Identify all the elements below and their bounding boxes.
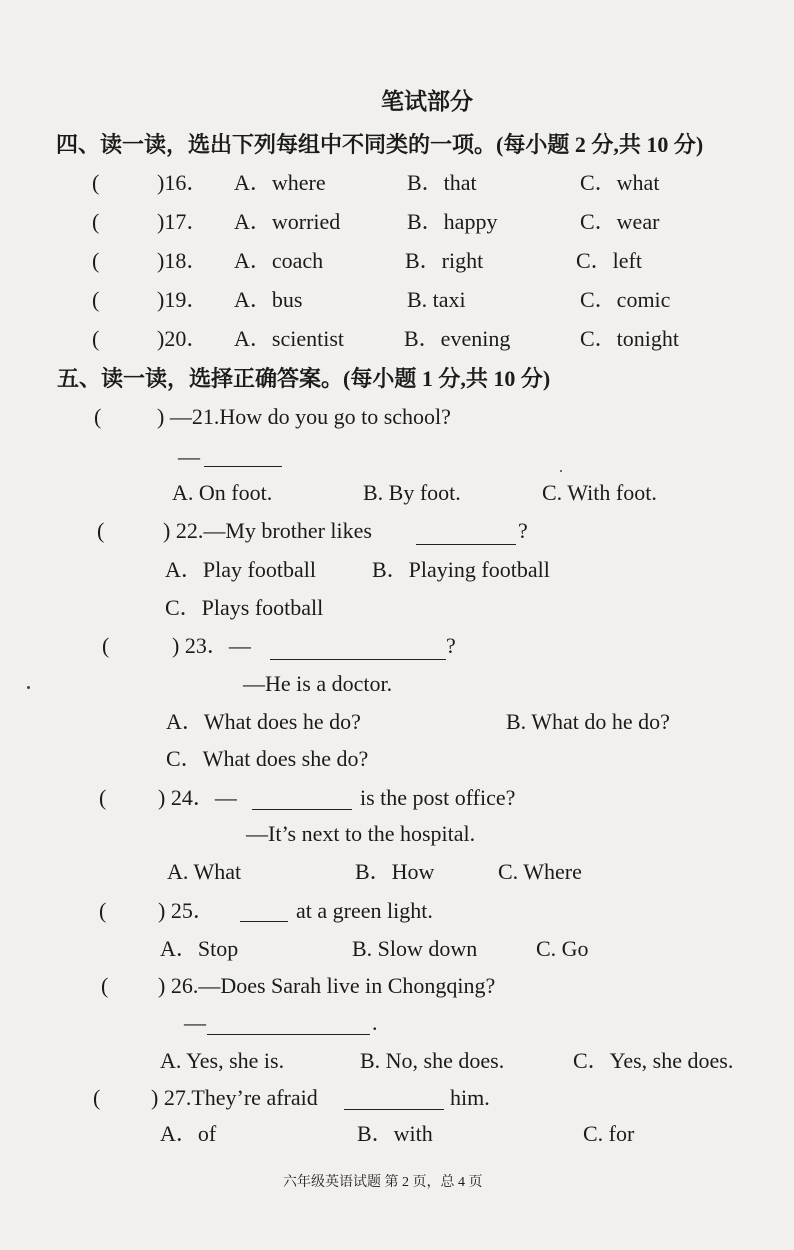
option-c: C. Go — [536, 936, 589, 961]
page-footer: 六年级英语试题 第 2 页，总 4 页 — [283, 1175, 483, 1190]
answer-paren[interactable]: ( — [92, 287, 100, 312]
question-number: )17． — [157, 209, 209, 234]
option-c: C．tonight — [580, 326, 680, 351]
option-c: C. Where — [498, 859, 582, 884]
option-b: B．happy — [407, 209, 498, 234]
answer-blank[interactable] — [252, 808, 352, 810]
option-c: C．Plays football — [165, 595, 324, 620]
option-b: B．that — [407, 170, 477, 195]
option-c: C．comic — [580, 287, 671, 312]
question-text: ) 25． — [158, 898, 215, 923]
option-a: A. Yes, she is. — [160, 1048, 285, 1073]
option-b: B. By foot. — [363, 480, 461, 505]
answer-paren[interactable]: ( — [97, 518, 105, 543]
answer-blank[interactable] — [240, 920, 288, 922]
answer-blank[interactable] — [416, 543, 516, 545]
answer-paren[interactable]: ( — [92, 248, 100, 273]
question-text: ) 22.—My brother likes — [163, 518, 372, 543]
answer-blank[interactable] — [270, 658, 446, 660]
question-text: ) 27.They’re afraid — [151, 1085, 318, 1110]
answer-paren[interactable]: ( — [93, 1085, 101, 1110]
option-a: A．worried — [234, 209, 341, 234]
option-a: A．coach — [234, 248, 324, 273]
answer-paren[interactable]: ( — [92, 209, 100, 234]
option-a: A．Play football — [165, 557, 316, 582]
answer-paren[interactable]: ( — [94, 404, 102, 429]
scan-speck — [560, 470, 562, 472]
option-a: A．of — [160, 1121, 217, 1146]
question-end: him. — [450, 1085, 490, 1110]
question-number: )20． — [157, 326, 209, 351]
option-b: B. Slow down — [352, 936, 478, 961]
answer-paren[interactable]: ( — [99, 785, 107, 810]
option-b: B．evening — [404, 326, 511, 351]
option-a: A．where — [234, 170, 326, 195]
option-c: C．left — [576, 248, 642, 273]
option-a: A．bus — [234, 287, 303, 312]
option-b: B．with — [357, 1121, 433, 1146]
answer-dash: — — [178, 444, 200, 469]
reply-text: —He is a doctor. — [243, 671, 393, 696]
question-number: )19． — [157, 287, 209, 312]
option-b: B. What do he do? — [506, 709, 670, 734]
option-b: B. No, she does. — [360, 1048, 505, 1073]
answer-paren[interactable]: ( — [99, 898, 107, 923]
answer-blank[interactable] — [344, 1108, 444, 1110]
option-a: A. On foot. — [172, 480, 273, 505]
reply-text: —It’s next to the hospital. — [246, 821, 476, 846]
page-title: 笔试部分 — [381, 89, 473, 114]
answer-paren[interactable]: ( — [101, 973, 109, 998]
section-5-heading: 五、读一读，选择正确答案。(每小题 1 分,共 10 分) — [57, 366, 551, 391]
answer-paren[interactable]: ( — [92, 326, 100, 351]
option-b: B．Playing football — [372, 557, 550, 582]
option-c: C．wear — [580, 209, 660, 234]
option-c: C. With foot. — [542, 480, 657, 505]
question-number: )18． — [157, 248, 209, 273]
question-end: ? — [446, 633, 456, 658]
answer-dash: — — [184, 1010, 206, 1035]
option-b: B．right — [405, 248, 484, 273]
question-text: ) 23．— — [172, 633, 251, 658]
question-end: at a green light. — [296, 898, 433, 923]
question-end: is the post office? — [360, 785, 516, 810]
question-text: ) —21.How do you go to school? — [157, 404, 451, 429]
question-end: . — [372, 1010, 378, 1035]
option-b: B. taxi — [407, 287, 466, 312]
option-c: C．What does she do? — [166, 746, 369, 771]
question-text: ) 26.—Does Sarah live in Chongqing? — [158, 973, 496, 998]
option-a: A. What — [167, 859, 242, 884]
option-a: A．What does he do? — [166, 709, 361, 734]
option-c: C．what — [580, 170, 660, 195]
answer-paren[interactable]: ( — [92, 170, 100, 195]
answer-blank[interactable] — [207, 1033, 370, 1035]
question-end: ? — [518, 518, 528, 543]
question-text: ) 24．— — [158, 785, 237, 810]
option-c: C. for — [583, 1121, 635, 1146]
option-a: A．scientist — [234, 326, 344, 351]
section-4-heading: 四、读一读，选出下列每组中不同类的一项。(每小题 2 分,共 10 分) — [56, 132, 704, 157]
option-b: B．How — [355, 859, 435, 884]
answer-paren[interactable]: ( — [102, 633, 110, 658]
question-number: )16． — [157, 170, 209, 195]
option-c: C．Yes, she does. — [573, 1048, 734, 1073]
option-a: A．Stop — [160, 936, 239, 961]
scan-speck — [27, 686, 30, 689]
answer-blank[interactable] — [204, 465, 282, 467]
